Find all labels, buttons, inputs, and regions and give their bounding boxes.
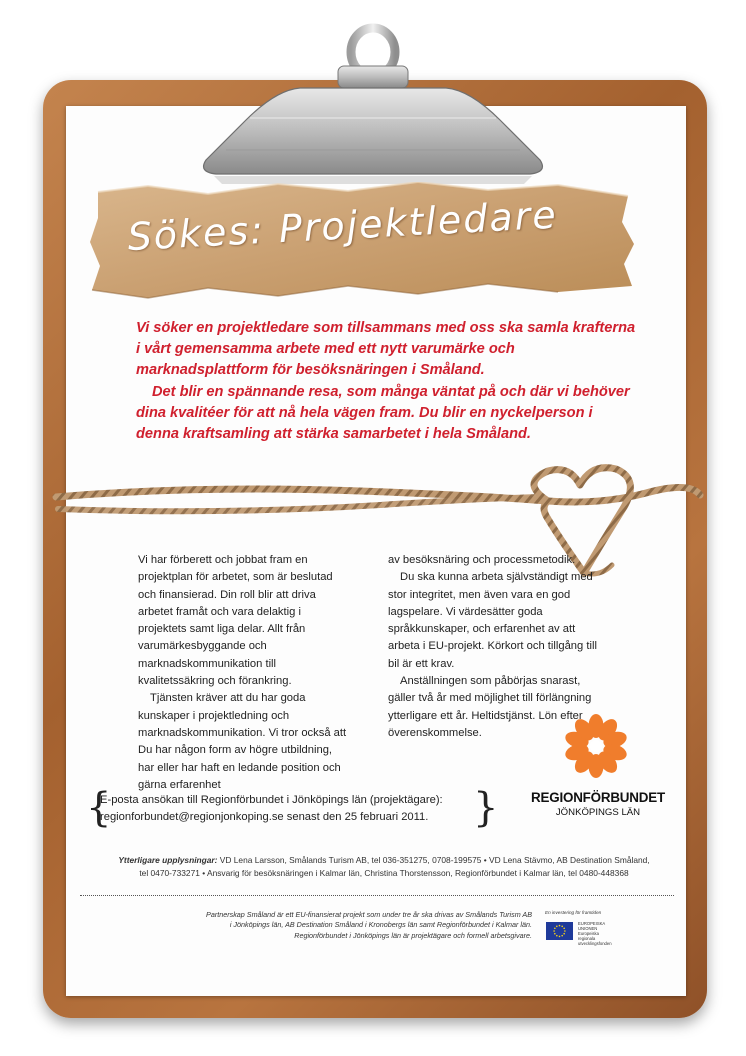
page-title: Sökes: Projektledare <box>126 192 559 260</box>
right-brace-icon: } <box>473 785 499 831</box>
clipboard-clip <box>0 0 746 200</box>
contact-line-2: regionforbundet@regionjonkoping.se senast den 25 februari 2011. <box>100 811 429 823</box>
brand-block <box>520 790 676 818</box>
partner-text <box>128 910 532 941</box>
eu-star <box>554 928 556 930</box>
left-brace-icon: { <box>86 785 112 831</box>
eu-text-line: Europeiska <box>578 931 599 936</box>
eu-star <box>563 928 565 930</box>
further-info <box>84 854 684 879</box>
body-column-left <box>138 552 350 794</box>
intro-paragraph-1: Vi söker en projektledare som tillsammans med oss ska samla krafterna i vårt gemensamma arbete med ett nytt varumärke och marknadsplattform för besöksnäringen i Småland. <box>136 320 636 379</box>
info-label: Ytterligare upplysningar: <box>118 855 218 865</box>
regionforbundet-logo-icon <box>561 711 631 781</box>
eu-star <box>556 926 558 928</box>
contact-line-1: E-posta ansökan till Regionförbundet i Jönköpings län (projektägare): <box>100 794 443 806</box>
brand-subtitle: JÖNKÖPINGS LÄN <box>555 807 641 818</box>
partner-line-1: Partnerskap Småland är ett EU-finansierat projekt som under tre år ska drivas av Smålands Turism AB <box>206 910 532 919</box>
eu-text-line: EUROPEISKA <box>578 921 606 926</box>
eu-flag-icon <box>546 922 573 940</box>
eu-star <box>559 936 561 938</box>
info-line-2: tel 0470-733271 • Ansvarig för besöksnäringen i Kalmar län, Christina Thorstensson, Regionförbundet i Kalmar län, tel 0480-448368 <box>139 867 629 878</box>
body-paragraph: Tjänsten kräver att du har goda kunskaper i projektledning och marknadskommunikation. Vi tror också att Du har någon form av högre utbildning, har eller har haft en ledande position och gärna erfarenhet <box>138 692 347 791</box>
dotted-divider <box>80 895 674 896</box>
contact-text <box>100 792 443 826</box>
eu-caption: En investering för framtiden <box>545 910 602 915</box>
eu-star <box>554 933 556 935</box>
partner-line-2: i Jönköpings län, AB Destination Småland i Kronobergs län samt Regionförbundet i Kalmar län. <box>229 920 532 930</box>
eu-logo <box>545 910 655 946</box>
eu-star <box>561 935 563 937</box>
body-paragraph: Anställningen som påbörjas snarast, gäller två år med möjlighet till förlängning ytterligare ett år. Heltidstjänst. Lön efter överenskommelse. <box>388 675 592 739</box>
eu-star <box>564 930 566 932</box>
partner-line-3: Regionförbundet i Jönköpings län är projektägare och formell arbetsgivare. <box>294 930 532 940</box>
eu-text <box>578 921 638 946</box>
eu-star <box>553 930 555 932</box>
application-contact <box>86 785 506 832</box>
body-paragraph: Vi har förberett och jobbat fram en projektplan för arbetet, som är beslutad och finansierad. Din roll blir att driva arbetet framåt och vara delaktig i projektets samt liga delar. Allt från varumärkesbyggande och marknadskommunikation till kvalitetssäkring och förankring. <box>138 554 333 688</box>
rope-heart-illustration <box>0 455 746 595</box>
eu-star <box>559 925 561 927</box>
intro-paragraph-2: Det blir en spännande resa, som många väntat på och där vi behöver dina kvalitéer för att nå hela vägen fram. Du blir en nyckelperson i denna kraftsamling att stärka samarbetet i hela Småland. <box>136 383 630 443</box>
info-line-1: VD Lena Larsson, Smålands Turism AB, tel 036-351275, 0708-199575 • VD Lena Stävmo, AB Destination Småland, <box>217 855 650 865</box>
eu-star <box>563 933 565 935</box>
body-paragraph: Du ska kunna arbeta självständigt med stor integritet, men även vara en god lagspelare. Vi värdesätter goda språkkunskaper, och erfarenhet av att arbeta i EU-projekt. Körkort och tillgång till bil är ett krav. <box>388 571 597 670</box>
intro-text <box>136 318 636 445</box>
eu-text-line: regionala <box>578 936 596 941</box>
eu-star <box>556 935 558 937</box>
eu-text-line: utvecklingsfonden <box>578 941 612 946</box>
body-paragraph: av besöksnäring och processmetodik. <box>388 554 576 566</box>
brand-name: REGIONFÖRBUNDET <box>531 790 665 805</box>
eu-text-line: UNIONEN <box>578 926 598 931</box>
eu-star <box>561 926 563 928</box>
